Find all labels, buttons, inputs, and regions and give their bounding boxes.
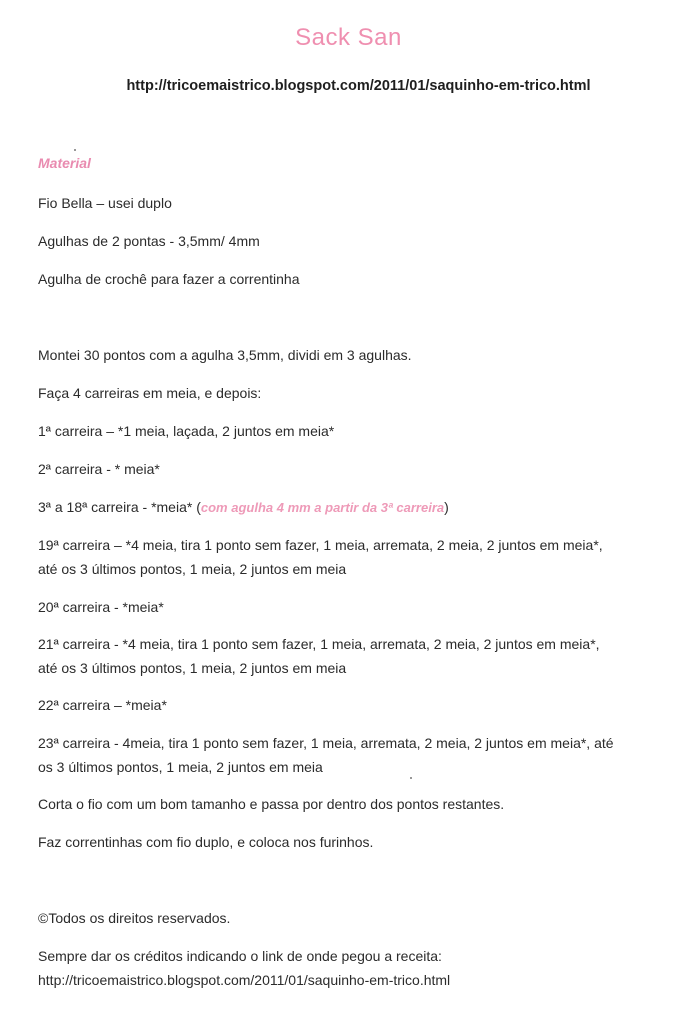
instruction-finish-1: Corta o fio com um bom tamanho e passa por dentro dos pontos restantes. [38, 796, 505, 812]
instruction-row-21-line-2: até os 3 últimos pontos, 1 meia, 2 juntos em meia [38, 660, 347, 676]
material-item-crochet-hook: Agulha de crochê para fazer a correntinha [38, 271, 300, 287]
credits-url: http://tricoemaistrico.blogspot.com/2011/01/saquinho-em-trico.html [38, 972, 451, 988]
row-3-18-text: 3ª a 18ª carreira - *meia* ( [38, 499, 201, 515]
instruction-row-3-18 [38, 495, 449, 520]
instruction-row-19-line-1: 19ª carreira – *4 meia, tira 1 ponto sem fazer, 1 meia, arremata, 2 meia, 2 juntos em meia*, [38, 537, 603, 553]
source-url: http://tricoemaistrico.blogspot.com/2011/01/saquinho-em-trico.html [126, 78, 591, 94]
material-heading: Material [38, 155, 91, 171]
row-3-18-needle-note: com agulha 4 mm a partir da 3ª carreira [200, 500, 445, 515]
scan-speck [410, 777, 412, 779]
instruction-row-21-line-1: 21ª carreira - *4 meia, tira 1 ponto sem fazer, 1 meia, arremata, 2 meia, 2 juntos em meia*, [38, 636, 600, 652]
instruction-intro: Faça 4 carreiras em meia, e depois: [38, 385, 262, 401]
credits-line: Sempre dar os créditos indicando o link de onde pegou a receita: [38, 948, 442, 964]
document-title: Sack San [295, 24, 402, 51]
instruction-row-2: 2ª carreira - * meia* [38, 461, 160, 477]
rights-notice: ©Todos os direitos reservados. [38, 910, 231, 926]
instruction-row-19-line-2: até os 3 últimos pontos, 1 meia, 2 juntos em meia [38, 561, 347, 577]
instruction-row-23-line-1: 23ª carreira - 4meia, tira 1 ponto sem fazer, 1 meia, arremata, 2 meia, 2 juntos em meia*, até [38, 735, 614, 751]
instruction-row-1: 1ª carreira – *1 meia, laçada, 2 juntos em meia* [38, 423, 335, 439]
instruction-finish-2: Faz correntinhas com fio duplo, e coloca nos furinhos. [38, 834, 374, 850]
material-item-needles: Agulhas de 2 pontas - 3,5mm/ 4mm [38, 233, 260, 249]
row-3-18-close: ) [444, 499, 449, 515]
material-item-yarn: Fio Bella – usei duplo [38, 195, 172, 211]
instruction-row-20: 20ª carreira - *meia* [38, 599, 164, 615]
instruction-row-23-line-2: os 3 últimos pontos, 1 meia, 2 juntos em meia [38, 759, 323, 775]
scan-speck [74, 149, 76, 151]
instruction-cast-on: Montei 30 pontos com a agulha 3,5mm, dividi em 3 agulhas. [38, 347, 412, 363]
instruction-row-22: 22ª carreira – *meia* [38, 697, 167, 713]
